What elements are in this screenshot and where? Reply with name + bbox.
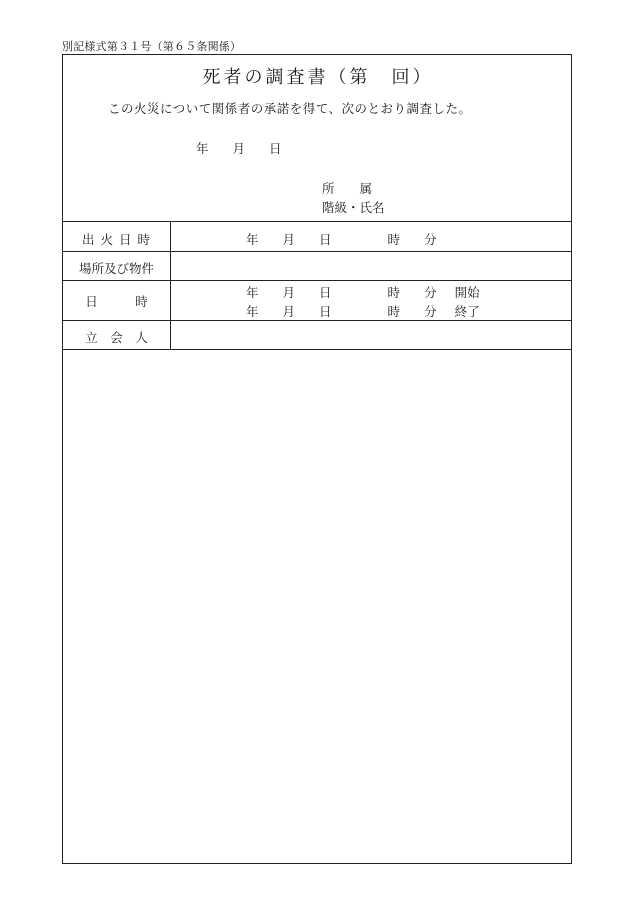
row-divider (63, 320, 571, 321)
form-number: 別記様式第３１号（第６５条関係） (62, 40, 242, 53)
label-column-divider (170, 221, 171, 349)
table-top-rule (63, 221, 571, 222)
findings-body-area (63, 350, 571, 863)
intro-statement: この火災について関係者の承諾を得て、次のとおり調査した。 (108, 101, 472, 116)
survey-datetime-label: 日 時 (85, 294, 148, 309)
document-title: 死者の調査書（第 回） (202, 67, 434, 88)
affiliation-label: 所 属 (322, 181, 373, 196)
survey-end-value: 年 月 日 時 分 終了 (246, 304, 480, 319)
rank-name-label: 階級・氏名 (322, 200, 385, 215)
place-object-label: 場所及び物件 (78, 261, 154, 276)
witness-label: 立 会 人 (85, 330, 148, 345)
document-date: 年 月 日 (196, 141, 282, 156)
survey-start-value: 年 月 日 時 分 開始 (246, 285, 480, 300)
outbreak-datetime-label: 出 火 日 時 (82, 232, 151, 247)
outbreak-datetime-value: 年 月 日 時 分 (246, 232, 437, 247)
row-divider (63, 280, 571, 281)
document-frame (62, 54, 572, 864)
row-divider (63, 251, 571, 252)
